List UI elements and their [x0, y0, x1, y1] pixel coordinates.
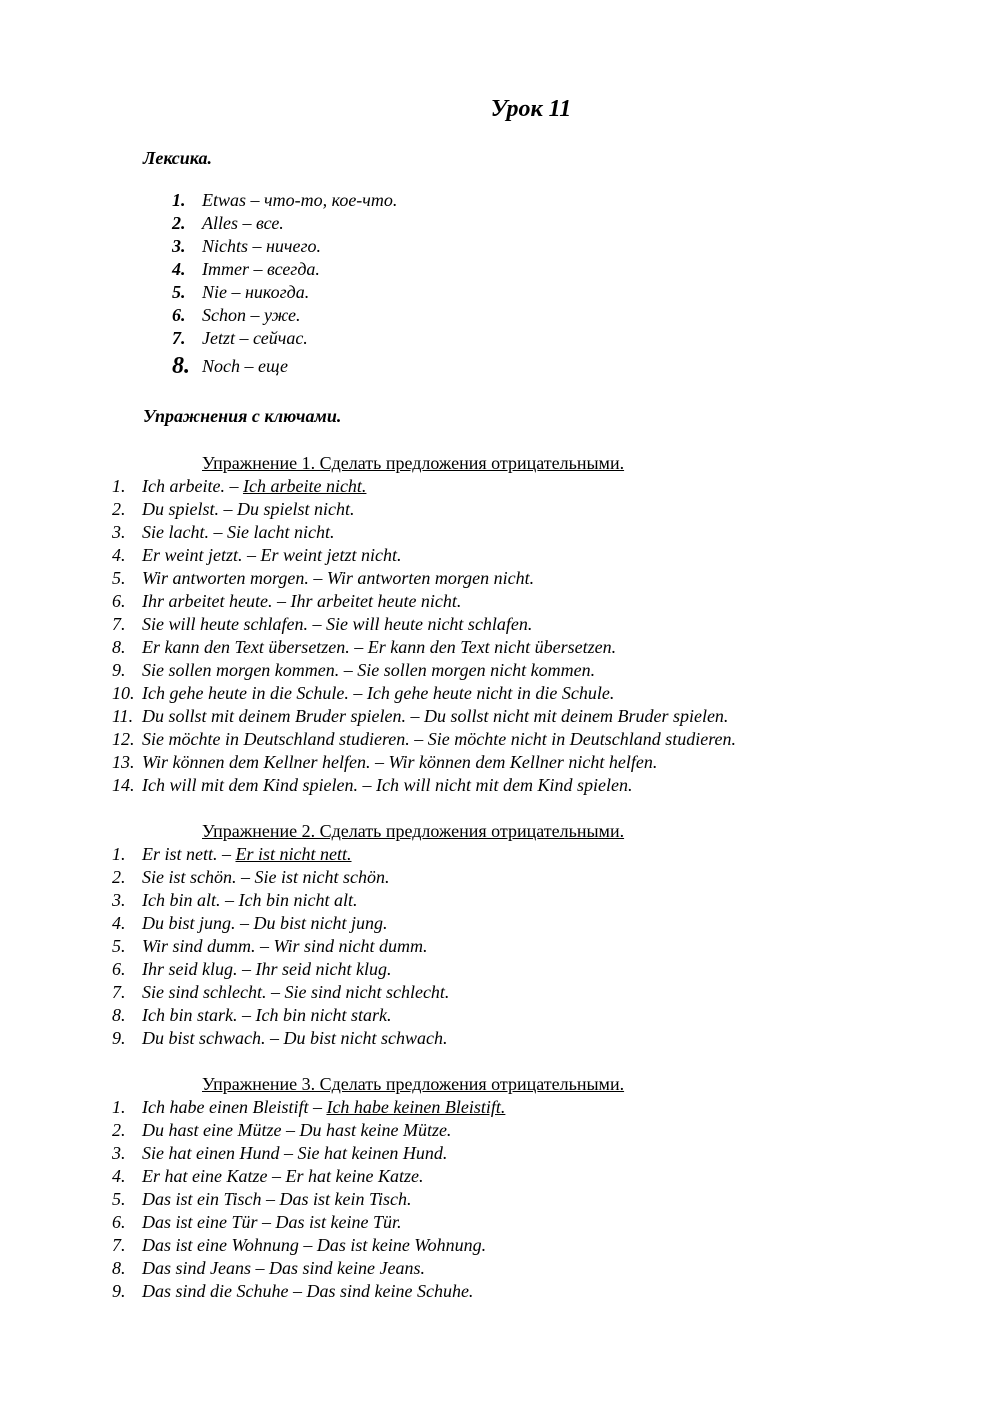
exercise-item-number: 5. [112, 1189, 126, 1209]
exercise-item-text: Ich bin alt. – Ich bin nicht alt. [142, 890, 358, 910]
exercise-item-text: Du sollst mit deinem Bruder spielen. – Du sollst nicht mit deinem Bruder spielen. [142, 706, 729, 726]
exercise-item-text: Das ist eine Wohnung – Das ist keine Wohnung. [142, 1235, 487, 1255]
exercise-item-number: 10. [112, 683, 135, 703]
exercise-item-number: 9. [112, 660, 126, 680]
exercise-item-text: Du bist schwach. – Du bist nicht schwach. [142, 1028, 448, 1048]
vocab-item-number: 7. [172, 328, 186, 348]
exercise-item-text: Ihr seid klug. – Ihr seid nicht klug. [142, 959, 392, 979]
exercise-item-text: Wir sind dumm. – Wir sind nicht dumm. [142, 936, 428, 956]
exercise-item-text: Du spielst. – Du spielst nicht. [142, 499, 355, 519]
exercise-item-text: Das sind die Schuhe – Das sind keine Schuhe. [142, 1281, 474, 1301]
exercise-item-answer: Er ist nicht nett. [235, 844, 352, 864]
exercise-item-text: Ich gehe heute in die Schule. – Ich gehe heute nicht in die Schule. [142, 683, 615, 703]
exercise-item-number: 3. [112, 890, 126, 910]
vocab-item-number: 4. [172, 259, 186, 279]
exercise-item-number: 2. [112, 1120, 126, 1140]
exercise-item-text: Du hast eine Mütze – Du hast keine Mütze. [142, 1120, 452, 1140]
exercise-item-text: Sie sollen morgen kommen. – Sie sollen morgen nicht kommen. [142, 660, 596, 680]
exercise-item-number: 3. [112, 1143, 126, 1163]
vocab-item-number: 1. [172, 190, 186, 210]
vocab-item-text: Schon – уже. [202, 305, 301, 325]
vocab-item-text: Immer – всегда. [202, 259, 320, 279]
exercise-item-text: Ich bin stark. – Ich bin nicht stark. [142, 1005, 392, 1025]
exercise-item-answer: Ich arbeite nicht. [242, 476, 367, 496]
exercise-item-number: 5. [112, 936, 126, 956]
exercise-item-number: 9. [112, 1028, 126, 1048]
exercise-item-number: 8. [112, 637, 126, 657]
exercise-item-text: Wir antworten morgen. – Wir antworten morgen nicht. [142, 568, 535, 588]
exercise-item-number: 4. [112, 1166, 126, 1186]
exercise-item-text: Er kann den Text übersetzen. – Er kann den Text nicht übersetzen. [142, 637, 617, 657]
exercise-item-prompt: Ich habe einen Bleistift – [142, 1097, 327, 1117]
exercise-item-text: Sie lacht. – Sie lacht nicht. [142, 522, 335, 542]
exercise-3-title: Упражнение 3. Сделать предложения отрицательными. [202, 1074, 625, 1094]
exercise-item-number: 6. [112, 959, 126, 979]
exercise-item-number: 9. [112, 1281, 126, 1301]
exercise-item-text: Sie hat einen Hund – Sie hat keinen Hund. [142, 1143, 448, 1163]
exercise-item-number: 1. [112, 476, 126, 496]
exercise-item-answer: Ich habe keinen Bleistift. [326, 1097, 506, 1117]
exercise-item-number: 6. [112, 591, 126, 611]
vocab-item-number: 8. [172, 353, 190, 379]
exercise-item-number: 3. [112, 522, 126, 542]
exercise-item-number: 4. [112, 545, 126, 565]
exercise-item-number: 7. [112, 614, 126, 634]
page-title: Урок 11 [490, 96, 572, 122]
vocab-heading: Лексика. [143, 148, 212, 168]
vocab-item-text: Nichts – ничего. [202, 236, 322, 256]
exercise-item-number: 8. [112, 1005, 126, 1025]
vocab-item-text: Jetzt – сейчас. [202, 328, 308, 348]
vocab-item-text: Nie – никогда. [202, 282, 310, 302]
exercise-2-title: Упражнение 2. Сделать предложения отрицательными. [202, 821, 625, 841]
exercise-item-text: Er hat eine Katze – Er hat keine Katze. [142, 1166, 424, 1186]
exercise-item-number: 11. [112, 706, 134, 726]
exercise-item-text: Das sind Jeans – Das sind keine Jeans. [142, 1258, 425, 1278]
exercise-item-number: 7. [112, 1235, 126, 1255]
exercise-item-prompt: Ich arbeite. – [142, 476, 243, 496]
exercise-1-title: Упражнение 1. Сделать предложения отрицательными. [202, 453, 625, 473]
exercise-item-number: 2. [112, 499, 126, 519]
exercise-item-number: 1. [112, 844, 126, 864]
vocab-item-number: 6. [172, 305, 186, 325]
vocab-item-text: Noch – еще [202, 356, 289, 376]
exercise-item-number: 7. [112, 982, 126, 1002]
exercise-item-text: Das ist eine Tür – Das ist keine Tür. [142, 1212, 402, 1232]
exercise-item-number: 6. [112, 1212, 126, 1232]
exercise-item-number: 12. [112, 729, 135, 749]
exercise-item-text: Wir können dem Kellner helfen. – Wir können dem Kellner nicht helfen. [142, 752, 658, 772]
exercise-item-text: Das ist ein Tisch – Das ist kein Tisch. [142, 1189, 412, 1209]
exercise-item-text: Sie sind schlecht. – Sie sind nicht schlecht. [142, 982, 450, 1002]
exercise-item-number: 14. [112, 775, 135, 795]
exercise-item-text: Du bist jung. – Du bist nicht jung. [142, 913, 388, 933]
exercise-item-number: 13. [112, 752, 135, 772]
vocab-item-text: Alles – все. [202, 213, 284, 233]
exercise-item-text: Sie will heute schlafen. – Sie will heute nicht schlafen. [142, 614, 533, 634]
vocab-item-number: 2. [172, 213, 186, 233]
exercise-item-number: 2. [112, 867, 126, 887]
exercise-item-prompt: Er ist nett. – [142, 844, 236, 864]
exercise-item-text: Sie möchte in Deutschland studieren. – Sie möchte nicht in Deutschland studieren. [142, 729, 737, 749]
exercise-item-text: Er weint jetzt. – Er weint jetzt nicht. [142, 545, 402, 565]
exercise-item-number: 5. [112, 568, 126, 588]
exercise-item-number: 4. [112, 913, 126, 933]
vocab-item-text: Etwas – что-то, кое-что. [202, 190, 398, 210]
vocab-item-number: 5. [172, 282, 186, 302]
exercise-item-text: Ihr arbeitet heute. – Ihr arbeitet heute nicht. [142, 591, 462, 611]
vocab-item-number: 3. [172, 236, 186, 256]
exercise-item-number: 1. [112, 1097, 126, 1117]
exercise-item-number: 8. [112, 1258, 126, 1278]
exercise-item-text: Sie ist schön. – Sie ist nicht schön. [142, 867, 390, 887]
exercise-item-text: Ich will mit dem Kind spielen. – Ich will nicht mit dem Kind spielen. [142, 775, 633, 795]
exercises-heading: Упражнения с ключами. [143, 406, 342, 426]
